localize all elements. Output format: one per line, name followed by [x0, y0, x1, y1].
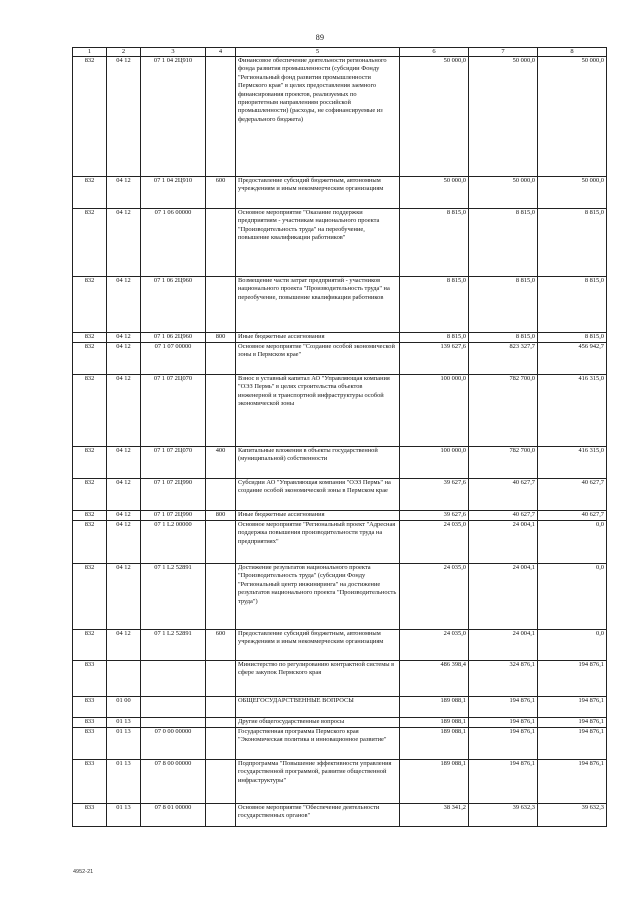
- amount-year1-cell: 8 815,0: [400, 333, 469, 343]
- column-header: 8: [538, 48, 607, 57]
- ministry-code-cell: 832: [73, 333, 107, 343]
- amount-year1-cell: 50 000,0: [400, 177, 469, 209]
- section-code-cell: 04 12: [107, 277, 141, 333]
- table-row: [73, 343, 607, 375]
- expense-type-cell: [206, 718, 236, 728]
- section-code-cell: 04 12: [107, 511, 141, 521]
- section-code-cell: 04 12: [107, 343, 141, 375]
- section-code-cell: 04 12: [107, 479, 141, 511]
- expense-type-cell: [206, 804, 236, 827]
- section-code-cell: 04 12: [107, 447, 141, 479]
- ministry-code-cell: 832: [73, 277, 107, 333]
- item-name-cell: Предоставление субсидий бюджетным, автономным учреждениям и иным некоммерческим организациям: [236, 630, 400, 661]
- expense-type-cell: 800: [206, 511, 236, 521]
- expense-type-cell: [206, 343, 236, 375]
- target-code-cell: [141, 718, 206, 728]
- amount-year3-cell: 194 876,1: [538, 661, 607, 697]
- table-row: [73, 804, 607, 827]
- expense-type-cell: 400: [206, 447, 236, 479]
- column-header: 2: [107, 48, 141, 57]
- table-row: [73, 479, 607, 511]
- target-code-cell: 07 1 06 2Ц960: [141, 333, 206, 343]
- target-code-cell: 07 1 L2 52891: [141, 630, 206, 661]
- target-code-cell: 07 1 07 2Ц070: [141, 375, 206, 447]
- amount-year3-cell: 8 815,0: [538, 277, 607, 333]
- ministry-code-cell: 832: [73, 57, 107, 177]
- ministry-code-cell: 833: [73, 697, 107, 718]
- table-row: [73, 375, 607, 447]
- table-row: [73, 564, 607, 630]
- amount-year2-cell: 782 700,0: [469, 447, 538, 479]
- amount-year3-cell: 0,0: [538, 521, 607, 564]
- section-code-cell: 04 12: [107, 564, 141, 630]
- table-row: [73, 760, 607, 804]
- ministry-code-cell: 832: [73, 479, 107, 511]
- item-name-cell: Иные бюджетные ассигнования: [236, 333, 400, 343]
- column-header: 4: [206, 48, 236, 57]
- ministry-code-cell: 832: [73, 447, 107, 479]
- amount-year2-cell: 194 876,1: [469, 697, 538, 718]
- amount-year2-cell: 40 627,7: [469, 511, 538, 521]
- target-code-cell: 07 1 07 00000: [141, 343, 206, 375]
- expense-type-cell: [206, 57, 236, 177]
- column-header: 3: [141, 48, 206, 57]
- ministry-code-cell: 833: [73, 718, 107, 728]
- table-row: [73, 661, 607, 697]
- ministry-code-cell: 833: [73, 804, 107, 827]
- ministry-code-cell: 833: [73, 661, 107, 697]
- item-name-cell: Достижение результатов национального проекта "Производительность труда" (субсидии Фонду "Региональный центр инжиниринга" на достижение результатов национального проекта "Производительность труда"): [236, 564, 400, 630]
- target-code-cell: 07 1 06 00000: [141, 209, 206, 277]
- target-code-cell: 07 8 01 00000: [141, 804, 206, 827]
- section-code-cell: 04 12: [107, 177, 141, 209]
- amount-year2-cell: 8 815,0: [469, 333, 538, 343]
- amount-year3-cell: 416 315,0: [538, 375, 607, 447]
- expense-type-cell: [206, 521, 236, 564]
- amount-year3-cell: 194 876,1: [538, 718, 607, 728]
- amount-year3-cell: 416 315,0: [538, 447, 607, 479]
- item-name-cell: Основное мероприятие "Создание особой экономической зоны в Пермском крае": [236, 343, 400, 375]
- amount-year3-cell: 40 627,7: [538, 511, 607, 521]
- section-code-cell: 01 13: [107, 718, 141, 728]
- amount-year2-cell: 823 327,7: [469, 343, 538, 375]
- ministry-code-cell: 832: [73, 177, 107, 209]
- section-code-cell: 01 13: [107, 760, 141, 804]
- expense-type-cell: [206, 479, 236, 511]
- target-code-cell: 07 1 L2 00000: [141, 521, 206, 564]
- amount-year2-cell: 8 815,0: [469, 209, 538, 277]
- item-name-cell: Другие общегосударственные вопросы: [236, 718, 400, 728]
- amount-year1-cell: 189 088,1: [400, 728, 469, 760]
- ministry-code-cell: 833: [73, 728, 107, 760]
- table-row: [73, 718, 607, 728]
- expense-type-cell: [206, 728, 236, 760]
- amount-year3-cell: 194 876,1: [538, 760, 607, 804]
- amount-year3-cell: 456 942,7: [538, 343, 607, 375]
- amount-year1-cell: 50 000,0: [400, 57, 469, 177]
- target-code-cell: 07 8 00 00000: [141, 760, 206, 804]
- section-code-cell: 04 12: [107, 630, 141, 661]
- amount-year3-cell: 194 876,1: [538, 697, 607, 718]
- item-name-cell: Основное мероприятие "Оказание поддержки предприятиям - участникам национального проекта "Производительность труда" на переобучение, повышение квалификации работников": [236, 209, 400, 277]
- section-code-cell: [107, 661, 141, 697]
- section-code-cell: 04 12: [107, 57, 141, 177]
- table-row: [73, 333, 607, 343]
- target-code-cell: 07 1 06 2Ц960: [141, 277, 206, 333]
- section-code-cell: 04 12: [107, 209, 141, 277]
- footer-code: 4952-21: [73, 869, 94, 875]
- item-name-cell: Министерство по регулированию контрактной системы в сфере закупок Пермского края: [236, 661, 400, 697]
- ministry-code-cell: 832: [73, 343, 107, 375]
- expense-type-cell: [206, 697, 236, 718]
- amount-year1-cell: 189 088,1: [400, 718, 469, 728]
- table-row: [73, 277, 607, 333]
- amount-year3-cell: 8 815,0: [538, 209, 607, 277]
- amount-year1-cell: 24 035,0: [400, 564, 469, 630]
- expense-type-cell: [206, 277, 236, 333]
- amount-year1-cell: 39 627,6: [400, 479, 469, 511]
- ministry-code-cell: 832: [73, 511, 107, 521]
- table-row: [73, 447, 607, 479]
- table-row: [73, 697, 607, 718]
- column-header: 6: [400, 48, 469, 57]
- item-name-cell: Подпрограмма "Повышение эффективности управления государственной программой, развитие общественной инфраструктуры": [236, 760, 400, 804]
- amount-year3-cell: 50 000,0: [538, 177, 607, 209]
- amount-year3-cell: 40 627,7: [538, 479, 607, 511]
- target-code-cell: [141, 697, 206, 718]
- amount-year2-cell: 50 000,0: [469, 57, 538, 177]
- amount-year2-cell: 194 876,1: [469, 728, 538, 760]
- amount-year1-cell: 189 088,1: [400, 760, 469, 804]
- section-code-cell: 04 12: [107, 521, 141, 564]
- amount-year1-cell: 139 627,6: [400, 343, 469, 375]
- amount-year2-cell: 8 815,0: [469, 277, 538, 333]
- amount-year1-cell: 8 815,0: [400, 277, 469, 333]
- budget-table: [72, 47, 607, 827]
- item-name-cell: Иные бюджетные ассигнования: [236, 511, 400, 521]
- item-name-cell: Предоставление субсидий бюджетным, автономным учреждениям и иным некоммерческим организациям: [236, 177, 400, 209]
- section-code-cell: 01 13: [107, 728, 141, 760]
- section-code-cell: 04 12: [107, 333, 141, 343]
- item-name-cell: Основное мероприятие "Обеспечение деятельности государственных органов": [236, 804, 400, 827]
- amount-year2-cell: 40 627,7: [469, 479, 538, 511]
- item-name-cell: Взнос в уставный капитал АО "Управляющая компания "ОЭЗ Пермь" в целях строительства объектов инженерной и транспортной инфраструктуры особой экономической зоны: [236, 375, 400, 447]
- amount-year3-cell: 8 815,0: [538, 333, 607, 343]
- expense-type-cell: [206, 661, 236, 697]
- expense-type-cell: [206, 209, 236, 277]
- amount-year1-cell: 100 000,0: [400, 447, 469, 479]
- amount-year1-cell: 486 398,4: [400, 661, 469, 697]
- amount-year2-cell: 24 004,1: [469, 521, 538, 564]
- amount-year2-cell: 782 700,0: [469, 375, 538, 447]
- target-code-cell: 07 1 04 2Ц910: [141, 177, 206, 209]
- expense-type-cell: 600: [206, 177, 236, 209]
- amount-year3-cell: 0,0: [538, 564, 607, 630]
- amount-year2-cell: 194 876,1: [469, 718, 538, 728]
- amount-year1-cell: 24 035,0: [400, 630, 469, 661]
- expense-type-cell: [206, 760, 236, 804]
- ministry-code-cell: 832: [73, 521, 107, 564]
- target-code-cell: 07 1 07 2Ц990: [141, 511, 206, 521]
- amount-year2-cell: 24 004,1: [469, 630, 538, 661]
- table-row: [73, 177, 607, 209]
- table-row: [73, 728, 607, 760]
- amount-year1-cell: 38 341,2: [400, 804, 469, 827]
- section-code-cell: 01 00: [107, 697, 141, 718]
- column-header: 5: [236, 48, 400, 57]
- target-code-cell: 07 1 07 2Ц070: [141, 447, 206, 479]
- amount-year2-cell: 39 632,3: [469, 804, 538, 827]
- amount-year3-cell: 39 632,3: [538, 804, 607, 827]
- amount-year2-cell: 324 876,1: [469, 661, 538, 697]
- column-header: 1: [73, 48, 107, 57]
- amount-year1-cell: 100 000,0: [400, 375, 469, 447]
- amount-year1-cell: 189 088,1: [400, 697, 469, 718]
- target-code-cell: 07 0 00 00000: [141, 728, 206, 760]
- item-name-cell: ОБЩЕГОСУДАРСТВЕННЫЕ ВОПРОСЫ: [236, 697, 400, 718]
- amount-year2-cell: 24 004,1: [469, 564, 538, 630]
- ministry-code-cell: 832: [73, 375, 107, 447]
- column-header: 7: [469, 48, 538, 57]
- ministry-code-cell: 832: [73, 209, 107, 277]
- amount-year1-cell: 24 035,0: [400, 521, 469, 564]
- amount-year3-cell: 0,0: [538, 630, 607, 661]
- target-code-cell: 07 1 07 2Ц990: [141, 479, 206, 511]
- table-row: [73, 209, 607, 277]
- amount-year1-cell: 39 627,6: [400, 511, 469, 521]
- section-code-cell: 04 12: [107, 375, 141, 447]
- item-name-cell: Капитальные вложения в объекты государственной (муниципальной) собственности: [236, 447, 400, 479]
- ministry-code-cell: 832: [73, 564, 107, 630]
- amount-year3-cell: 50 000,0: [538, 57, 607, 177]
- table-row: [73, 630, 607, 661]
- item-name-cell: Возмещение части затрат предприятий - участников национального проекта "Производительность труда" на переобучение, повышение квалификации работников: [236, 277, 400, 333]
- amount-year3-cell: 194 876,1: [538, 728, 607, 760]
- item-name-cell: Финансовое обеспечение деятельности регионального фонда развития промышленности (субсидии Фонду "Региональный фонд развития промышленности Пермского края" в целях предоставления заемного финансирования проектов, реализуемых по приоритетным направлениям российской промышленности) (расходы, не софинансируемые из федерального бюджета): [236, 57, 400, 177]
- expense-type-cell: 600: [206, 630, 236, 661]
- item-name-cell: Субсидии АО "Управляющая компания "ОЭЗ Пермь" на создание особой экономической зоны в Пермском крае: [236, 479, 400, 511]
- table-row: [73, 57, 607, 177]
- expense-type-cell: [206, 375, 236, 447]
- expense-type-cell: [206, 564, 236, 630]
- table-row: [73, 511, 607, 521]
- header-row: [73, 48, 607, 57]
- ministry-code-cell: 833: [73, 760, 107, 804]
- target-code-cell: 07 1 04 2Ц910: [141, 57, 206, 177]
- item-name-cell: Основное мероприятие "Региональный проект "Адресная поддержка повышения производительности труда на предприятиях": [236, 521, 400, 564]
- target-code-cell: 07 1 L2 52891: [141, 564, 206, 630]
- amount-year2-cell: 50 000,0: [469, 177, 538, 209]
- amount-year1-cell: 8 815,0: [400, 209, 469, 277]
- table-row: [73, 521, 607, 564]
- section-code-cell: 01 13: [107, 804, 141, 827]
- amount-year2-cell: 194 876,1: [469, 760, 538, 804]
- target-code-cell: [141, 661, 206, 697]
- page-number: 89: [315, 33, 325, 42]
- item-name-cell: Государственная программа Пермского края "Экономическая политика и инновационное развитие": [236, 728, 400, 760]
- ministry-code-cell: 832: [73, 630, 107, 661]
- expense-type-cell: 800: [206, 333, 236, 343]
